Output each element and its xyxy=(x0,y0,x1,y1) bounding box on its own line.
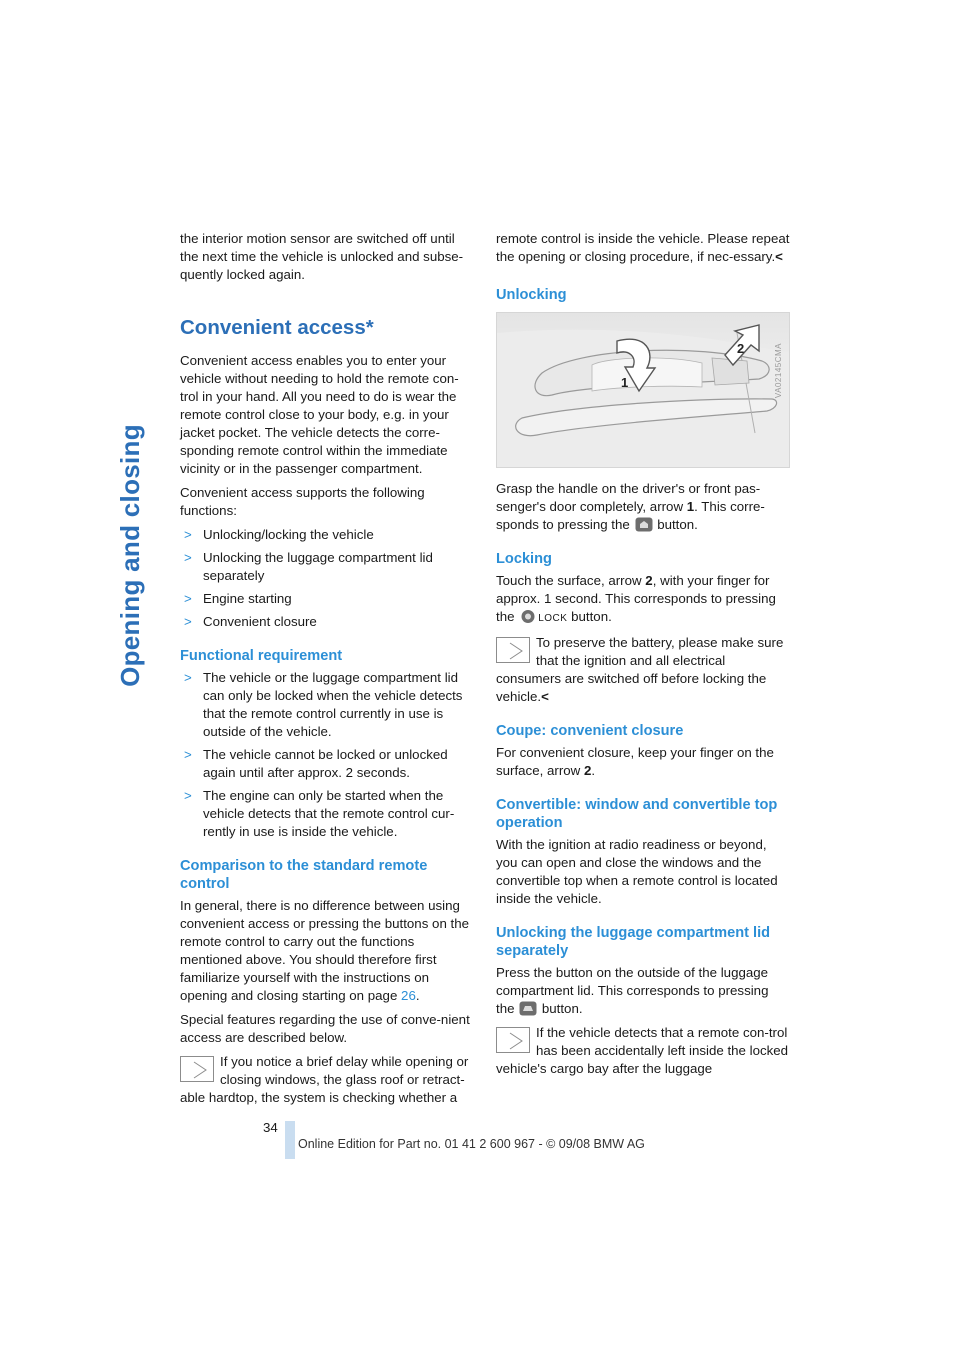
bullet-marker: > xyxy=(184,527,192,542)
note-paragraph: If the vehicle detects that a remote con-trol has been accidentally left inside the locked vehicle's cargo bay after the luggage xyxy=(496,1025,789,1076)
list-item: > Unlocking the luggage compartment lid separately xyxy=(184,550,433,583)
subheading-convertible: Convertible: window and convertible top operation xyxy=(496,797,778,831)
bullet-marker: > xyxy=(184,614,192,629)
footer-accent-bar xyxy=(285,1121,295,1159)
requirements-list xyxy=(180,669,475,841)
right-column xyxy=(496,230,790,1084)
unlocking-paragraph: Grasp the handle on the driver's or front pas-senger's door completely, arrow 1. This corre-sponds to pressing the button. xyxy=(496,481,765,532)
luggage-paragraph: Press the button on the outside of the luggage compartment lid. This corresponds to pressing the button. xyxy=(496,965,769,1016)
subheading-coupe-closure: Coupe: convenient closure xyxy=(496,723,684,739)
list-item: > Unlocking/locking the vehicle xyxy=(184,527,374,542)
list-item: > Convenient closure xyxy=(184,614,317,629)
subheading-functional-requirement: Functional requirement xyxy=(180,648,343,664)
note-triangle-icon xyxy=(496,1027,530,1053)
subheading-unlocking: Unlocking xyxy=(496,287,567,303)
figure-label-2: 2 xyxy=(737,341,745,356)
convenient-access-description: Convenient access enables you to enter your vehicle without needing to hold the remote con-trol in your hand. All you need to do is wear the remote control close to your body, e.g. in your jacket pocket. The vehicle detects the corre-sponding remote control within the immediate vicinity or in the passenger compartment. xyxy=(180,353,459,476)
coupe-paragraph: For convenient closure, keep your finger on the surface, arrow 2. xyxy=(496,745,774,778)
bullet-marker: > xyxy=(184,550,192,565)
bullet-marker: > xyxy=(184,788,192,803)
convertible-paragraph: With the ignition at radio readiness or beyond, you can open and close the windows and the convertible top when a remote control is located inside the vehicle. xyxy=(496,837,778,906)
functions-list xyxy=(180,526,475,631)
page-reference-link[interactable]: 26 xyxy=(401,988,416,1003)
trunk-button-icon xyxy=(519,1001,537,1016)
bullet-marker: > xyxy=(184,591,192,606)
footer-edition-text: Online Edition for Part no. 01 41 2 600 967 - © 09/08 BMW AG xyxy=(298,1137,645,1151)
figure-code: VA02145CMA xyxy=(774,343,783,399)
subheading-luggage: Unlocking the luggage compartment lid separately xyxy=(496,925,771,959)
comparison-paragraph: In general, there is no difference between using convenient access or pressing the buttons on the remote control to carry out the functions mentioned above. You should therefore first familiarize yourself with the instructions on opening and closing starting on page 26. xyxy=(180,898,470,1003)
door-handle-illustration xyxy=(496,312,790,468)
note-triangle-icon xyxy=(180,1056,214,1082)
figure-label-1: 1 xyxy=(621,375,629,390)
page-number: 34 xyxy=(263,1120,278,1135)
bullet-marker: > xyxy=(184,670,192,685)
end-marker: < xyxy=(775,249,783,264)
list-item: > The vehicle or the luggage compartment lid can only be locked when the vehicle detects that the remote control currently in use is outside of the vehicle. xyxy=(184,670,463,739)
special-features-paragraph: Special features regarding the use of conve-nient access are described below. xyxy=(180,1012,470,1045)
chapter-side-title xyxy=(104,235,156,875)
functions-intro: Convenient access supports the following functions: xyxy=(180,485,425,518)
lock-label: LOCK xyxy=(538,613,568,624)
left-column xyxy=(180,230,475,1113)
list-item: > The engine can only be started when the vehicle detects that the remote control cur-rently in use is inside the vehicle. xyxy=(184,788,455,839)
intro-paragraph: the interior motion sensor are switched off until the next time the vehicle is unlocked and subse-quently locked again. xyxy=(180,231,464,282)
unlock-button-icon xyxy=(635,517,653,532)
lock-button-icon xyxy=(519,609,537,624)
list-item: > The vehicle cannot be locked or unlocked again until after approx. 2 seconds. xyxy=(184,747,448,780)
locking-paragraph: Touch the surface, arrow 2, with your finger for approx. 1 second. This corresponds to pressing the LOCK button. xyxy=(496,573,776,624)
continued-paragraph: remote control is inside the vehicle. Please repeat the opening or closing procedure, if nec-essary.< xyxy=(496,231,790,264)
end-marker: < xyxy=(541,689,549,704)
list-item: > Engine starting xyxy=(184,591,292,606)
note-triangle-icon xyxy=(496,637,530,663)
subheading-locking: Locking xyxy=(496,551,552,567)
note-paragraph: If you notice a brief delay while opening or closing windows, the glass roof or retract-able hardtop, the system is checking whether a xyxy=(180,1054,469,1105)
section-heading-convenient-access: Convenient access* xyxy=(180,316,374,339)
door-handle-drawing xyxy=(497,313,790,468)
chapter-title-text: Opening and closing xyxy=(114,423,145,687)
subheading-comparison: Comparison to the standard remote control xyxy=(180,858,428,892)
note-paragraph: To preserve the battery, please make sure that the ignition and all electrical consumers are switched off before locking the vehicle.< xyxy=(496,635,784,704)
bullet-marker: > xyxy=(184,747,192,762)
